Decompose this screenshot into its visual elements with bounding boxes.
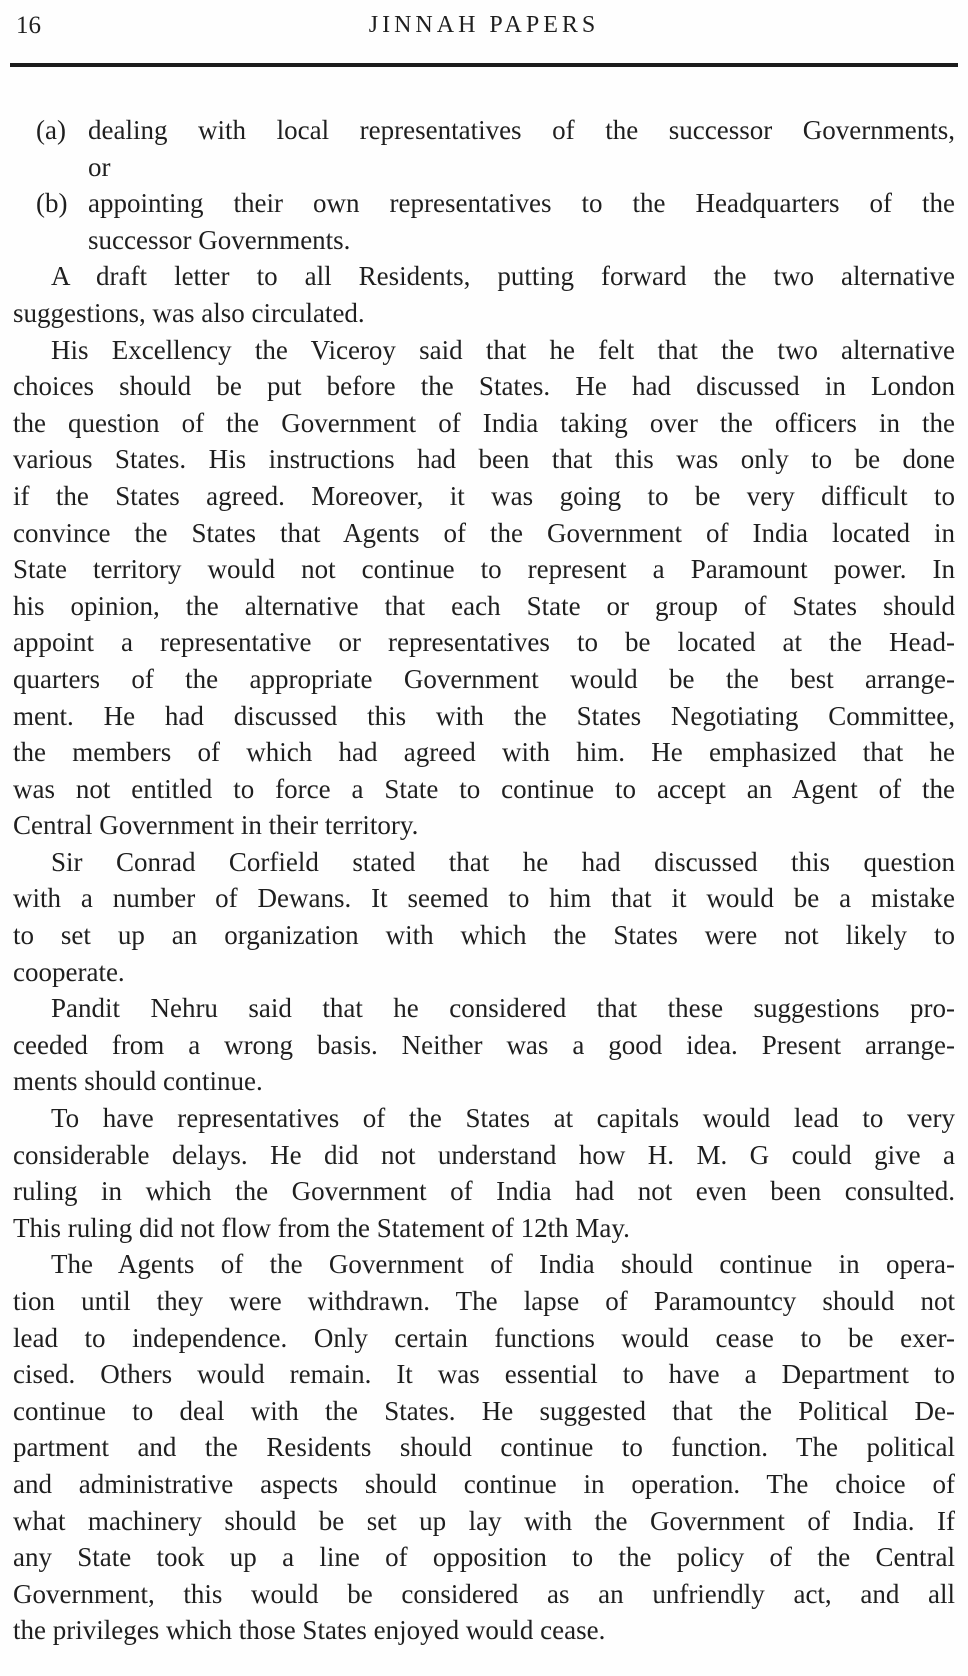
text-line: appoint a representative or representatives to be located at the Head- (13, 627, 955, 658)
text-line: A draft letter to all Residents, putting forward the two alternative (51, 261, 955, 292)
text-line: the question of the Government of India taking over the officers in the (13, 407, 955, 438)
text-line: the privileges which those States enjoyed would cease. (13, 1615, 606, 1646)
text-line: Sir Conrad Corfield stated that he had discussed this question (51, 846, 955, 877)
text-line: Pandit Nehru said that he considered that these suggestions pro- (51, 993, 955, 1024)
text-line: what machinery should be set up lay with the Government of India. If (13, 1505, 955, 1536)
text-line: Government, this would be considered as an unfriendly act, and all (13, 1578, 955, 1609)
text-line: This ruling did not flow from the Statement of 12th May. (13, 1212, 630, 1243)
text-line: ceeded from a wrong basis. Neither was a good idea. Present arrange- (13, 1029, 955, 1060)
text-line: lead to independence. Only certain functions would cease to be exer- (13, 1322, 955, 1353)
text-line: quarters of the appropriate Government would be the best arrange- (13, 663, 955, 694)
page-number: 16 (16, 12, 41, 39)
list-item (13, 112, 955, 185)
text-line: successor Governments. (88, 224, 351, 255)
text-line: suggestions, was also circulated. (13, 297, 365, 328)
paragraph (13, 1100, 955, 1246)
text-line: appointing their own representatives to the Headquarters of the (88, 188, 955, 219)
paragraph (13, 990, 955, 1100)
text-line: if the States agreed. Moreover, it was going to be very difficult to (13, 480, 955, 511)
text-line: ments should continue. (13, 1066, 263, 1097)
list-item-text (88, 185, 955, 258)
text-line: tion until they were withdrawn. The lapse of Paramountcy should not (13, 1286, 955, 1316)
list-item-text (88, 112, 955, 185)
text-line: State territory would not continue to represent a Paramount power. In (13, 554, 955, 585)
page-body (13, 112, 955, 1649)
text-line: cooperate. (13, 956, 125, 987)
paragraph (13, 1246, 955, 1649)
text-line: His Excellency the Viceroy said that he felt that the two alternative (51, 334, 955, 365)
header-rule (10, 63, 958, 67)
paragraph (13, 258, 955, 331)
list-item (13, 185, 955, 258)
text-line: to set up an organization with which the States were not likely to (13, 920, 955, 951)
text-line: considerable delays. He did not understand how H. M. G could give a (13, 1139, 955, 1170)
text-line: was not entitled to force a State to continue to accept an Agent of the (13, 773, 955, 804)
text-line: cised. Others would remain. It was essential to have a Department to (13, 1359, 955, 1390)
text-line: ment. He had discussed this with the States Negotiating Committee, (13, 700, 955, 731)
text-line: any State took up a line of opposition to the policy of the Central (13, 1542, 955, 1573)
text-line: ruling in which the Government of India had not even been consulted. (13, 1176, 955, 1207)
text-line: choices should be put before the States. He had discussed in London (13, 371, 955, 402)
text-line: with a number of Dewans. It seemed to him that it would be a mistake (13, 883, 955, 914)
paragraph (13, 332, 955, 844)
list-marker: (b) (36, 188, 68, 219)
text-line: and administrative aspects should continue in operation. The choice of (13, 1468, 955, 1499)
text-line: convince the States that Agents of the Government of India located in (13, 517, 955, 548)
text-line: To have representatives of the States at capitals would lead to very (51, 1103, 955, 1134)
list-marker: (a) (36, 115, 66, 145)
text-line: partment and the Residents should continue to function. The political (13, 1432, 955, 1463)
paragraph (13, 844, 955, 990)
text-line: continue to deal with the States. He suggested that the Political De- (13, 1395, 955, 1426)
text-line: the members of which had agreed with him. He emphasized that he (13, 737, 955, 768)
text-line: or (88, 151, 111, 182)
text-line: various States. His instructions had been that this was only to be done (13, 444, 955, 475)
running-title: JINNAH PAPERS (368, 12, 600, 38)
text-line: Central Government in their territory. (13, 810, 419, 841)
text-line: The Agents of the Government of India should continue in opera- (51, 1249, 955, 1280)
text-line: dealing with local representatives of the successor Governments, (88, 115, 955, 145)
page-header (0, 0, 968, 63)
text-line: his opinion, the alternative that each State or group of States should (13, 590, 955, 621)
